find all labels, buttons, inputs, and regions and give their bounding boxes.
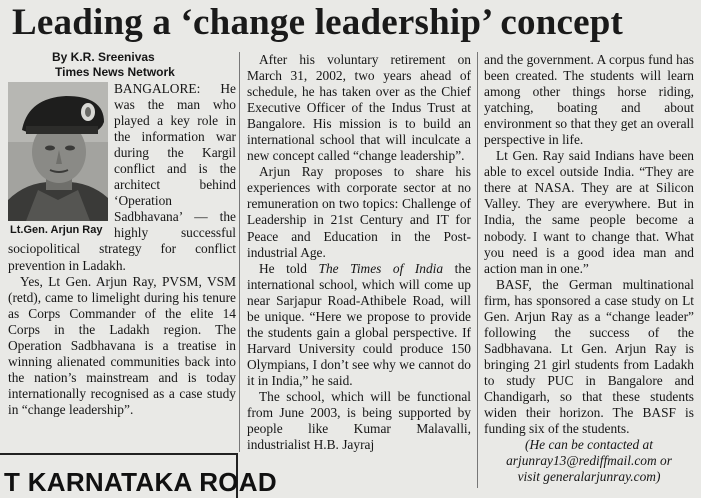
paragraph: Yes, Lt Gen. Arjun Ray, PVSM, VSM (retd), came to limelight during his tenure as Corps Commander of the elite 14 Corps in the Ladakh region. The Operation Sadbhavana is a treatise in winning alienated communities back into the nation’s mainstream and is today internationally recognised as a case study in “change leadership”.: [8, 273, 236, 417]
contact-line: arjunray13@rediffmail.com or: [506, 453, 672, 469]
photo-caption: Lt.Gen. Arjun Ray: [10, 224, 103, 236]
contact-line: (He can be contacted at: [525, 437, 653, 453]
byline: By K.R. Sreenivas: [52, 50, 155, 64]
next-article-box: [0, 453, 277, 498]
column-divider: [477, 52, 478, 488]
news-agency: Times News Network: [55, 65, 175, 79]
paragraph: Arjun Ray proposes to share his experiences with corporate sector at no remuneration on two topics: Challenge of Leadership in 21st Century and IT for Peace and Education in the Post-industrial Age.: [247, 164, 471, 260]
paragraph: [247, 261, 471, 389]
portrait-figure: [8, 82, 108, 237]
article-column-3: [484, 52, 694, 485]
text-run: He told: [259, 260, 319, 276]
portrait-photo: [8, 82, 108, 221]
next-article-headline: T KARNATAKA ROAD: [4, 467, 277, 497]
paragraph: Lt Gen. Ray said Indians have been able to excel outside India. “They are there at NASA. They are at Silicon Valley. They are everywhere. But in India, the same people become a nobody. I want to change that. What you need is a good idea man and action man in one.”: [484, 148, 694, 276]
newspaper-name: The Times of India: [318, 260, 444, 276]
text-run: the international school, which will come up near Sarjapur Road-Athibele Road, will be unique. “Here we propose to provide the students gain a global perspective. If Harvard University could produce 150 Olympians, I don’t see why we cannot do it in India,” he said.: [247, 260, 471, 388]
contact-line: visit generalarjunray.com): [517, 469, 661, 485]
paragraph: BANGALORE: He was the man who played a key role in the information war during the Kargil conflict and is the architect behind ‘Operation Sadbhavana’ — the highly successful sociopolitical strategy for conflict prevention in Ladakh.: [8, 81, 236, 273]
paragraph: After his voluntary retirement on March 31, 2002, two years ahead of schedule, he has taken over as the Chief Executive Officer of the Indus Trust at Bangalore. His mission is to build an international school that will inculcate a new concept called “change leadership”.: [247, 52, 471, 164]
paragraph: The school, which will be functional from June 2003, is being supported by people like Kumar Malavalli, industrialist H.B. Jayraj: [247, 388, 471, 453]
paragraph: BASF, the German multinational firm, has sponsored a case study on Lt Gen. Arjun Ray as a “change leader” following the success of the Sadbhavana. Lt Gen. Arjun Ray is bringing 21 girl students from Ladakh to study PUC in Bangalore and Chandigarh, so that these students widen their horizon. The BASF is funding six of the students.: [484, 276, 694, 437]
column-divider: [239, 52, 240, 452]
article-column-1: [8, 50, 236, 418]
paragraph: and the government. A corpus fund has been created. The students will learn among other things horse riding, yatching, boating and about environment so that they get an overall perspective in life.: [484, 52, 694, 148]
article-column-2: [247, 52, 471, 453]
article-headline: Leading a ‘change leadership’ concept: [12, 2, 624, 43]
portrait-image: [8, 82, 108, 221]
